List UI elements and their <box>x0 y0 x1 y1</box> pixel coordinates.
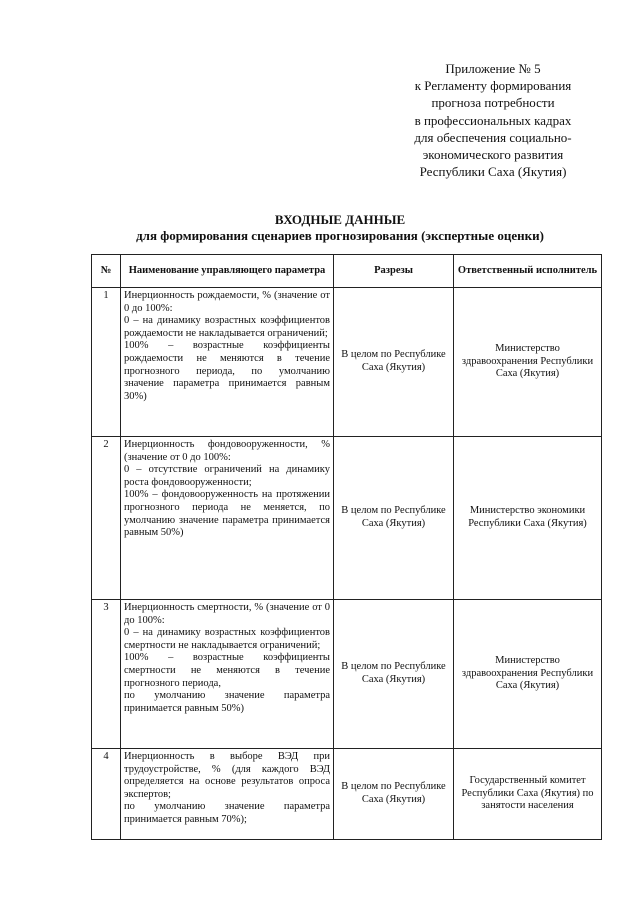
parameter-cell <box>121 437 334 600</box>
appendix-line: Республики Саха (Якутия) <box>419 164 567 180</box>
parameter-line: по умолчанию значение параметра принимается равным 50%) <box>124 690 330 714</box>
parameter-line: 100% – фондовооруженность на протяжении прогнозного периода не меняется, по умолчанию значение параметра принимается равным 50%) <box>124 489 330 539</box>
appendix-line: экономического развития <box>422 147 564 163</box>
parameter-line: Инерционность смертности, % (значение от 0 до 100%: <box>124 602 330 626</box>
parameter-line: 0 – отсутствие ограничений на динамику роста фондовооруженности; <box>124 464 330 488</box>
row-number: 1 <box>92 288 121 437</box>
section-cell: В целом по Республике Саха (Якутия) <box>334 749 454 840</box>
appendix-note <box>386 60 600 180</box>
header-sections: Разрезы <box>334 255 454 288</box>
parameter-cell <box>121 749 334 840</box>
appendix-line: прогноза потребности <box>431 95 555 111</box>
header-executor: Ответственный исполнитель <box>454 255 602 288</box>
executor-cell: Министерство здравоохранения Республики Саха (Якутия) <box>454 288 602 437</box>
title-sub: для формирования сценариев прогнозирования (экспертные оценки) <box>136 228 544 243</box>
appendix-line: к Регламенту формирования <box>414 78 572 94</box>
executor-cell: Министерство экономики Республики Саха (Якутия) <box>454 437 602 600</box>
executor-cell: Государственный комитет Республики Саха (Якутия) по занятости населения <box>454 749 602 840</box>
table-row <box>92 749 602 840</box>
appendix-line: Приложение № 5 <box>445 61 541 76</box>
parameter-line: по умолчанию значение параметра принимается равным 70%); <box>124 801 330 825</box>
parameter-line: Инерционность фондовооруженности, % (значение от 0 до 100%: <box>124 439 330 463</box>
appendix-line: для обеспечения социально- <box>414 129 572 145</box>
input-data-table <box>91 254 602 840</box>
table-row <box>92 600 602 749</box>
parameter-cell <box>121 600 334 749</box>
parameter-cell <box>121 288 334 437</box>
section-cell: В целом по Республике Саха (Якутия) <box>334 288 454 437</box>
parameter-line: 0 – на динамику возрастных коэффициентов смертности не накладывается ограничений; <box>124 627 330 651</box>
row-number: 4 <box>92 749 121 840</box>
document-title <box>60 212 620 244</box>
table-header-row <box>92 255 602 288</box>
executor-cell: Министерство здравоохранения Республики Саха (Якутия) <box>454 600 602 749</box>
parameter-line: 100% – возрастные коэффициенты смертности не меняются в течение прогнозного периода, <box>124 652 330 689</box>
parameter-line: 100% – возрастные коэффициенты рождаемости не меняются в течение прогнозного периода, по умолчанию значение параметра принимается равным 30%) <box>124 340 330 402</box>
parameter-line: Инерционность рождаемости, % (значение от 0 до 100%: <box>124 290 330 314</box>
header-num: № <box>92 255 121 288</box>
table-row <box>92 288 602 437</box>
appendix-line: в профессиональных кадрах <box>414 112 572 128</box>
parameter-line: 0 – на динамику возрастных коэффициентов рождаемости не накладывается ограничений; <box>124 315 330 339</box>
section-cell: В целом по Республике Саха (Якутия) <box>334 437 454 600</box>
title-main: ВХОДНЫЕ ДАННЫЕ <box>274 212 406 227</box>
header-parameter: Наименование управляющего параметра <box>121 255 334 288</box>
parameter-line: Инерционность в выборе ВЭД при трудоустройстве, % (для каждого ВЭД определяется на основе результатов опроса экспертов; <box>124 751 330 800</box>
row-number: 2 <box>92 437 121 600</box>
section-cell: В целом по Республике Саха (Якутия) <box>334 600 454 749</box>
row-number: 3 <box>92 600 121 749</box>
table-row <box>92 437 602 600</box>
